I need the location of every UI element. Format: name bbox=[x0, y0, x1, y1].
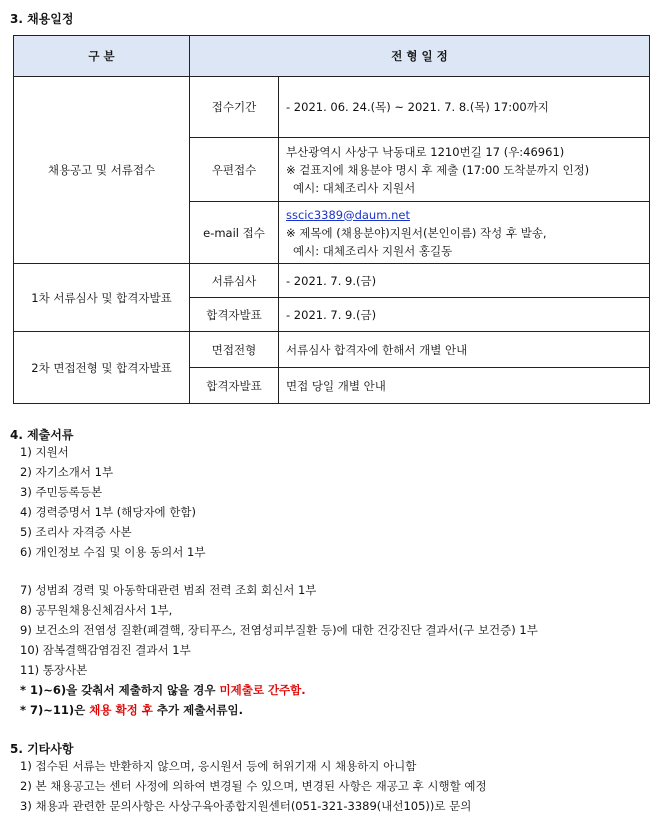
list-item: 3) 주민등록등본 bbox=[20, 485, 103, 499]
email-example: 예시: 대체조리사 지원서 홍길동 bbox=[293, 243, 453, 258]
value-interview: 서류심사 합격자에 한해서 개별 안내 bbox=[279, 332, 650, 368]
list-item: 8) 공무원채용신체검사서 1부, bbox=[20, 603, 173, 617]
note-additional-highlight: 채용 확정 후 bbox=[89, 703, 153, 717]
documents-list-a bbox=[20, 442, 205, 562]
header-schedule: 전 형 일 정 bbox=[190, 36, 650, 77]
header-category: 구 분 bbox=[14, 36, 190, 77]
group-application: 채용공고 및 서류접수 bbox=[14, 77, 190, 264]
table-row bbox=[14, 264, 650, 298]
email-note: ※ 제목에 (채용분야)지원서(본인이름) 작성 후 발송, bbox=[286, 225, 547, 240]
list-item: 7) 성범죄 경력 및 아동학대관련 범죄 전력 조회 회신서 1부 bbox=[20, 583, 317, 597]
table-row bbox=[14, 332, 650, 368]
list-item: 1) 지원서 bbox=[20, 445, 69, 459]
list-item: 2) 본 채용공고는 센터 사정에 의하여 변경될 수 있으며, 변경된 사항은 재공고 후 시행할 예정 bbox=[20, 779, 487, 793]
label-period: 접수기간 bbox=[190, 77, 279, 138]
label-interview: 면접전형 bbox=[190, 332, 279, 368]
list-item: 9) 보건소의 전염성 질환(폐결핵, 장티푸스, 전염성피부질환 등)에 대한 건강진단 결과서(구 보건증) 1부 bbox=[20, 623, 538, 637]
section-4-title: 4. 제출서류 bbox=[10, 428, 74, 442]
value-doc-review: - 2021. 7. 9.(금) bbox=[279, 264, 650, 298]
value-first-result: - 2021. 7. 9.(금) bbox=[279, 298, 650, 332]
documents-list-b bbox=[20, 580, 538, 720]
label-final-result: 합격자발표 bbox=[190, 368, 279, 404]
label-email: e-mail 접수 bbox=[190, 202, 279, 264]
mail-note: ※ 겉표지에 채용분야 명시 후 제출 (17:00 도착분까지 인정) bbox=[286, 162, 590, 177]
section-3-title: 3. 채용일정 bbox=[10, 12, 74, 26]
label-mail: 우편접수 bbox=[190, 138, 279, 202]
value-mail bbox=[279, 138, 650, 202]
list-item: 4) 경력증명서 1부 (해당자에 한함) bbox=[20, 505, 197, 519]
list-item: 6) 개인정보 수집 및 이용 동의서 1부 bbox=[20, 545, 206, 559]
email-link[interactable]: sscic3389@daum.net bbox=[286, 207, 410, 222]
list-item: 5) 조리사 자격증 사본 bbox=[20, 525, 132, 539]
list-item: 1) 접수된 서류는 반환하지 않으며, 응시원서 등에 허위기재 시 채용하지 아니함 bbox=[20, 759, 417, 773]
list-item: 10) 잠복결핵감염검진 결과서 1부 bbox=[20, 643, 191, 657]
note-required: * 1)~6)을 갖춰서 제출하지 않을 경우 미제출로 간주함. bbox=[20, 683, 306, 697]
value-final-result: 면접 당일 개별 안내 bbox=[279, 368, 650, 404]
table-row bbox=[14, 77, 650, 138]
label-doc-review: 서류심사 bbox=[190, 264, 279, 298]
value-period: - 2021. 06. 24.(목) ~ 2021. 7. 8.(목) 17:00까지 bbox=[279, 77, 650, 138]
list-item: 11) 통장사본 bbox=[20, 663, 88, 677]
table-header-row bbox=[14, 36, 650, 77]
group-second-round: 2차 면접전형 및 합격자발표 bbox=[14, 332, 190, 404]
list-item: 3) 채용과 관련한 문의사항은 사상구육아종합지원센터(051-321-3389(내선105))로 문의 bbox=[20, 799, 472, 813]
schedule-table bbox=[13, 35, 650, 404]
list-item: 2) 자기소개서 1부 bbox=[20, 465, 114, 479]
misc-list bbox=[20, 756, 487, 816]
label-first-result: 합격자발표 bbox=[190, 298, 279, 332]
mail-address: 부산광역시 사상구 낙동대로 1210번길 17 (우:46961) bbox=[286, 144, 565, 159]
note-required-warning: 미제출로 간주함. bbox=[219, 683, 306, 697]
group-first-round: 1차 서류심사 및 합격자발표 bbox=[14, 264, 190, 332]
mail-example: 예시: 대체조리사 지원서 bbox=[293, 180, 416, 195]
note-additional: * 7)~11)은 채용 확정 후 추가 제출서류임. bbox=[20, 703, 243, 717]
section-5-title: 5. 기타사항 bbox=[10, 742, 74, 756]
value-email bbox=[279, 202, 650, 264]
